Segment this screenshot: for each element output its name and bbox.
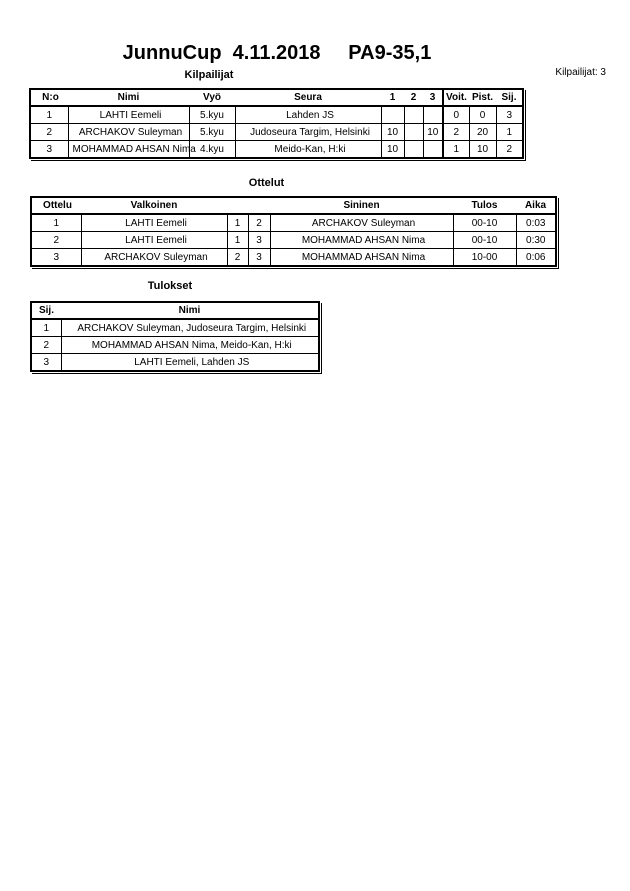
ottelut-table	[30, 196, 557, 267]
table-cell	[381, 106, 404, 124]
table-cell: 10	[423, 124, 443, 141]
column-header-blank1	[227, 197, 248, 214]
kilpailijat-section-title: Kilpailijat	[184, 69, 234, 81]
table-cell: 1	[31, 319, 61, 337]
table-cell: 1	[31, 214, 81, 232]
table-cell: 1	[227, 232, 248, 249]
table-cell: 10-00	[453, 249, 516, 267]
table-cell: MOHAMMAD AHSAN Nima	[270, 249, 453, 267]
table-cell: 00-10	[453, 214, 516, 232]
column-header-sininen: Sininen	[270, 197, 453, 214]
table-cell: LAHTI Eemeli	[81, 214, 227, 232]
table-row	[31, 214, 556, 232]
table-cell: Meido-Kan, H:ki	[235, 141, 381, 159]
table-cell: 2	[30, 124, 68, 141]
kilpailijat-table	[29, 88, 524, 159]
table-cell: 4.kyu	[189, 141, 235, 159]
column-header-nimi: Nimi	[68, 89, 189, 106]
tulokset-table	[30, 301, 320, 372]
competitor-count-label: Kilpailijat: 3	[555, 67, 606, 78]
table-row	[31, 354, 319, 372]
table-cell: LAHTI Eemeli, Lahden JS	[61, 354, 319, 372]
column-header-vyo: Vyö	[189, 89, 235, 106]
table-cell: 3	[248, 249, 270, 267]
table-cell: 1	[443, 141, 469, 159]
table-cell: LAHTI Eemeli	[81, 232, 227, 249]
table-cell: 0:30	[516, 232, 556, 249]
tulokset-header-row	[31, 302, 319, 319]
column-header-match2: 2	[404, 89, 423, 106]
table-row	[31, 249, 556, 267]
table-cell: 10	[381, 141, 404, 159]
table-cell: 0	[443, 106, 469, 124]
table-cell: 10	[381, 124, 404, 141]
table-cell: 0	[469, 106, 496, 124]
ottelut-header-row	[31, 197, 556, 214]
table-row	[31, 337, 319, 354]
column-header-pist: Pist.	[469, 89, 496, 106]
column-header-nimi: Nimi	[61, 302, 319, 319]
table-cell: 0:03	[516, 214, 556, 232]
column-header-ottelu: Ottelu	[31, 197, 81, 214]
table-cell: 2	[227, 249, 248, 267]
table-cell: 3	[30, 141, 68, 159]
table-row	[30, 106, 523, 124]
table-cell	[404, 124, 423, 141]
column-header-sij: Sij.	[496, 89, 523, 106]
table-cell: 2	[31, 232, 81, 249]
table-cell: 5.kyu	[189, 106, 235, 124]
table-cell: MOHAMMAD AHSAN Nima, Meido-Kan, H:ki	[61, 337, 319, 354]
column-header-voit: Voit.	[443, 89, 469, 106]
table-cell: ARCHAKOV Suleyman	[68, 124, 189, 141]
table-cell	[404, 106, 423, 124]
table-cell: 2	[248, 214, 270, 232]
table-cell: 5.kyu	[189, 124, 235, 141]
column-header-blank2	[248, 197, 270, 214]
table-cell	[404, 141, 423, 159]
table-cell: Judoseura Targim, Helsinki	[235, 124, 381, 141]
table-cell: 2	[496, 141, 523, 159]
page-title: JunnuCup 4.11.2018 PA9-35,1	[122, 42, 432, 64]
table-cell: 1	[227, 214, 248, 232]
table-cell	[423, 106, 443, 124]
column-header-sij: Sij.	[31, 302, 61, 319]
table-cell: ARCHAKOV Suleyman, Judoseura Targim, Helsinki	[61, 319, 319, 337]
column-header-valkoinen: Valkoinen	[81, 197, 227, 214]
table-cell: LAHTI Eemeli	[68, 106, 189, 124]
table-cell: 3	[31, 354, 61, 372]
table-row	[31, 232, 556, 249]
column-header-match3: 3	[423, 89, 443, 106]
tulokset-section-title: Tulokset	[147, 280, 193, 292]
column-header-aika: Aika	[516, 197, 556, 214]
table-cell	[423, 141, 443, 159]
column-header-tulos: Tulos	[453, 197, 516, 214]
table-cell: ARCHAKOV Suleyman	[81, 249, 227, 267]
table-cell: 20	[469, 124, 496, 141]
table-cell: 2	[31, 337, 61, 354]
table-cell: ARCHAKOV Suleyman	[270, 214, 453, 232]
table-cell: Lahden JS	[235, 106, 381, 124]
kilpailijat-header-row	[30, 89, 523, 106]
table-cell: 3	[31, 249, 81, 267]
table-cell: MOHAMMAD AHSAN Nima	[270, 232, 453, 249]
table-cell: MOHAMMAD AHSAN Nima	[68, 141, 189, 159]
table-cell: 00-10	[453, 232, 516, 249]
table-cell: 10	[469, 141, 496, 159]
column-header-seura: Seura	[235, 89, 381, 106]
column-header-no: N:o	[30, 89, 68, 106]
table-cell: 3	[248, 232, 270, 249]
column-header-match1: 1	[381, 89, 404, 106]
ottelut-section-title: Ottelut	[248, 177, 285, 189]
table-cell: 0:06	[516, 249, 556, 267]
table-row	[31, 319, 319, 337]
table-cell: 1	[496, 124, 523, 141]
table-cell: 1	[30, 106, 68, 124]
table-cell: 3	[496, 106, 523, 124]
table-cell: 2	[443, 124, 469, 141]
table-row	[30, 124, 523, 141]
table-row	[30, 141, 523, 159]
